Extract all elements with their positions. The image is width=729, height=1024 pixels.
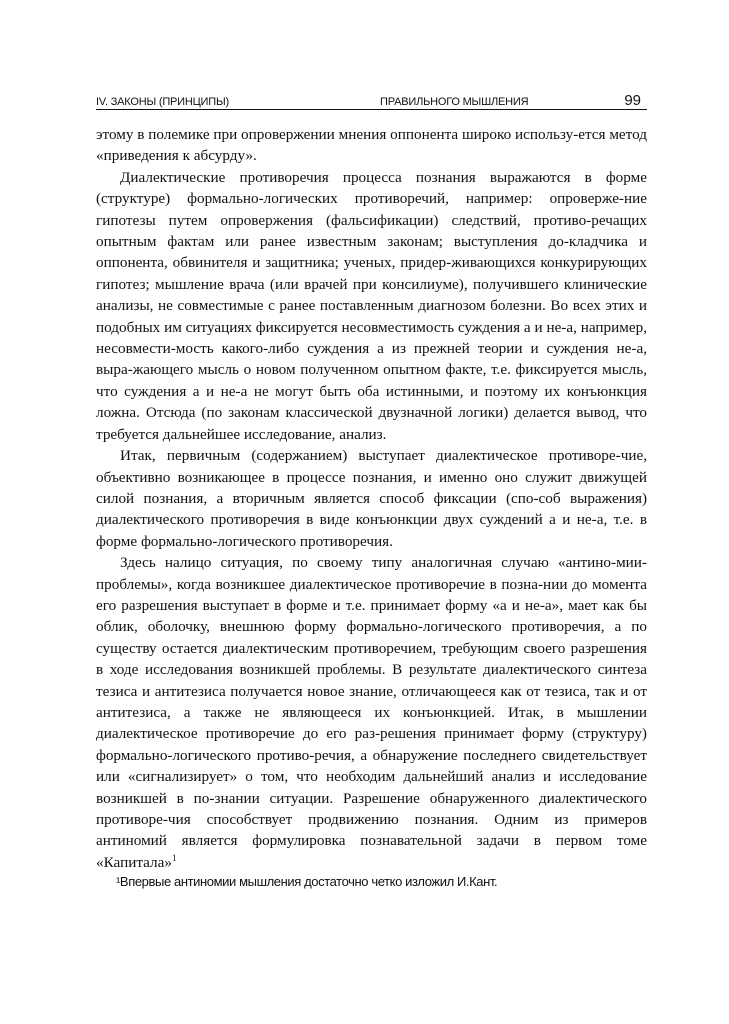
body-text (96, 124, 647, 873)
paragraph: этому в полемике при опровержении мнения оппонента широко использу-ется метод «приведения к абсурду». (96, 126, 647, 165)
page-number: 99 (624, 92, 641, 109)
footnote: ¹Впервые антиномии мышления достаточно четко изложил И.Кант. (116, 874, 498, 889)
footnote-marker: 1 (171, 852, 177, 863)
paragraph (96, 552, 647, 873)
paragraph-text: Здесь налицо ситуация, по своему типу аналогичная случаю «антино-мии-проблемы», когда возникшее диалектическое противоречие в позна-нии до момента его разрешения выступает в форме и т.е. принимает форму «а и не-а», мает как бы облик, оболочку, внешнюю форму формально-логического противоречия, а по существу остается диалектическим противоречием, требующим своего разрешения в ходе исследования возникшей проблемы. В результате диалектического синтеза тезиса и антитезиса получается новое знание, отличающееся как от тезиса, так и от антитезиса, а также не являющееся их конъюнкцией. Итак, в мышлении диалектическое противоречие до его раз-решения принимает форму (структуру) формально-логического противо-речия, а обнаружение последнего свидетельствует или «сигнализирует» о том, что необходим дальнейший анализ и исследование возникшей в по-знании ситуации. Разрешение обнаруженного диалектического противоре-чия способствует продвижению познания. Одним из примеров антиномий является формулировка познавательной задачи в первом томе «Капитала» (96, 554, 647, 871)
running-head (96, 92, 647, 112)
paragraph: Диалектические противоречия процесса познания выражаются в форме (структуре) формально-логических противоречий, например: опроверже-ние гипотезы путем опровержения (фальсификации) следствий, противо-речащих опытным фактам или ранее известным законам; выступления до-кладчика и оппонента, обвинителя и защитника; ученых, придер-живающихся конкурирующих гипотез; мышление врача (или врачей при консилиуме), получившего клинические анализы, не совместимые с ранее поставленным диагнозом болезни. Во всех этих и подобных им ситуациях фиксируется несовместимость суждения а и не-а, например, несовмести-мость какого-либо суждения а из прежней теории и суждения не-а, выра-жающего мысль о новом полученном опытном факте, т.е. фиксируется мысль, что суждения а и не-а не могут быть оба истинными, и поэтому их конъюнкция ложна. Отсюда (по законам классической двузначной логики) делается вывод, что требуется дальнейшее исследование, анализ. (96, 168, 647, 443)
paragraph: Итак, первичным (содержанием) выступает диалектическое противоре-чие, объективно возникающее в процессе познания, и именно оно служит движущей силой познания, а вторичным является способ фиксации (спо-соб выражения) диалектического противоречия в виде конъюнкции двух суждений а и не-а, т.е. в форме формально-логического противоречия. (96, 447, 647, 550)
running-head-chapter: IV. ЗАКОНЫ (ПРИНЦИПЫ) (96, 96, 229, 108)
running-head-title: ПРАВИЛЬНОГО МЫШЛЕНИЯ (380, 96, 529, 108)
header-rule (96, 109, 647, 110)
